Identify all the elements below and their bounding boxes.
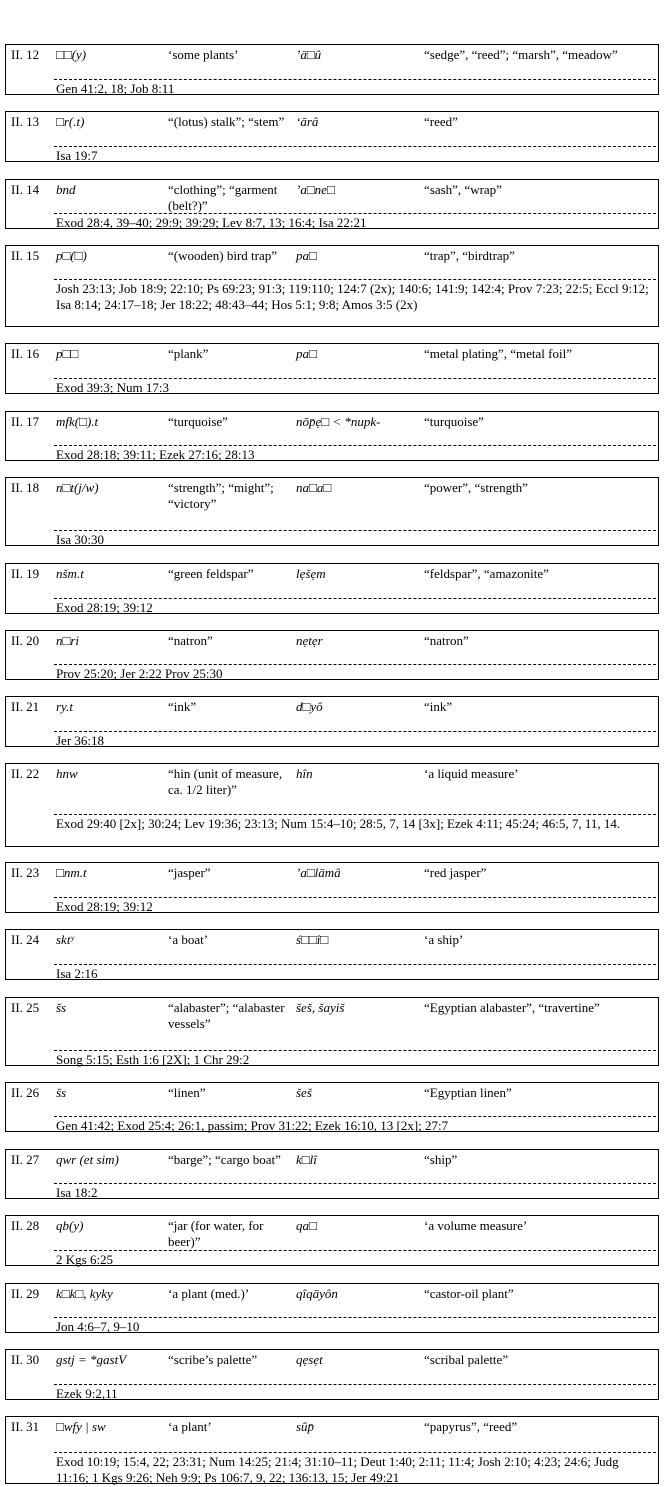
entry-number: II. 20 xyxy=(11,633,40,648)
entry-row xyxy=(5,343,659,394)
entry-row xyxy=(5,477,659,546)
entry-number: II. 22 xyxy=(11,766,40,781)
egyptian-gloss: “clothing”; “garment (belt?)” xyxy=(168,182,278,213)
entry-number: II. 12 xyxy=(11,47,40,62)
entry-row xyxy=(5,1349,659,1400)
egyptian-gloss: ‘a boat’ xyxy=(168,932,209,947)
hebrew-gloss: “ink” xyxy=(424,699,453,714)
egyptian-gloss: “scribe’s palette” xyxy=(168,1352,258,1367)
hebrew-term: sûp̄ xyxy=(296,1419,315,1434)
egyptian-term: □wfy | sw xyxy=(56,1419,106,1434)
entry-row xyxy=(5,1416,659,1484)
egyptian-gloss: “jar (for water, for beer)” xyxy=(168,1218,264,1249)
egyptian-term: šs xyxy=(56,1000,67,1015)
hebrew-term: ’a□ne□ xyxy=(296,182,335,197)
hebrew-term: pa□ xyxy=(296,248,317,263)
entry-row xyxy=(5,411,659,461)
egyptian-term: p□□ xyxy=(56,346,79,361)
egyptian-gloss: “alabaster”; “alabaster vessels” xyxy=(168,1000,285,1031)
egyptian-gloss: “linen” xyxy=(168,1085,206,1100)
entry-row xyxy=(5,111,659,162)
hebrew-gloss: “sash”, “wrap” xyxy=(424,182,502,197)
references: Gen 41:42; Exod 25:4; 26:1, passim; Prov 31:22; Ezek 16:10, 13 [2x]; 27:7 xyxy=(54,1116,656,1134)
hebrew-gloss: “Egyptian alabaster”, “travertine” xyxy=(424,1000,600,1015)
entry-number: II. 14 xyxy=(11,182,40,197)
hebrew-gloss: “trap”, “birdtrap” xyxy=(424,248,515,263)
egyptian-gloss: “strength”; “might”; “victory” xyxy=(168,480,274,511)
egyptian-term: □r(.t) xyxy=(56,114,85,129)
entry-number: II. 31 xyxy=(11,1419,40,1434)
egyptian-gloss: “turquoise” xyxy=(168,414,228,429)
entry-row xyxy=(5,696,659,747)
egyptian-gloss: “plank” xyxy=(168,346,209,361)
references: Ezek 9:2,11 xyxy=(54,1384,656,1402)
egyptian-term: □nm.t xyxy=(56,865,87,880)
references: Isa 30:30 xyxy=(54,530,656,548)
egyptian-term: qb(y) xyxy=(56,1218,84,1233)
entry-number: II. 30 xyxy=(11,1352,40,1367)
hebrew-term: d□yô xyxy=(296,699,323,714)
references: Exod 29:40 [2x]; 30:24; Lev 19:36; 23:13; Num 15:4–10; 28:5, 7, 14 [3x]; Ezek 4:11; 45:24; 46:5, 7, 11, 14. xyxy=(54,814,656,832)
references: Jon 4:6–7, 9–10 xyxy=(54,1317,656,1335)
hebrew-term: nẹtẹr xyxy=(296,633,323,648)
hebrew-gloss: “metal plating”, “metal foil” xyxy=(424,346,572,361)
egyptian-gloss: “hin (unit of measure, ca. 1/2 liter)” xyxy=(168,766,283,797)
egyptian-term: hnw xyxy=(56,766,78,781)
references: Prov 25:20; Jer 2:22 Prov 25:30 xyxy=(54,664,656,682)
entry-number: II. 24 xyxy=(11,932,40,947)
hebrew-gloss: “papyrus”, “reed” xyxy=(424,1419,518,1434)
hebrew-term: šeš, šayiš xyxy=(296,1000,345,1015)
references: Exod 28:19; 39:12 xyxy=(54,598,656,616)
entry-row xyxy=(5,997,659,1066)
hebrew-term: qa□ xyxy=(296,1218,317,1233)
hebrew-term: k□lî xyxy=(296,1152,317,1167)
entry-number: II. 25 xyxy=(11,1000,40,1015)
entry-number: II. 13 xyxy=(11,114,40,129)
egyptian-gloss: “(wooden) bird trap” xyxy=(168,248,278,263)
hebrew-gloss: “sedge”, “reed”; “marsh”, “meadow” xyxy=(424,47,618,62)
hebrew-term: ś□□î□ xyxy=(296,932,329,947)
references: 2 Kgs 6:25 xyxy=(54,1250,656,1268)
hebrew-term: hîn xyxy=(296,766,313,781)
egyptian-gloss: “natron” xyxy=(168,633,213,648)
egyptian-term: k□k□, kyky xyxy=(56,1286,113,1301)
egyptian-gloss: “(lotus) stalk”; “stem” xyxy=(168,114,285,129)
entry-number: II. 15 xyxy=(11,248,40,263)
hebrew-gloss: “scribal palette” xyxy=(424,1352,509,1367)
hebrew-gloss: “ship” xyxy=(424,1152,458,1167)
hebrew-term: qîqāyôn xyxy=(296,1286,338,1301)
entry-row xyxy=(5,1082,659,1132)
entry-number: II. 27 xyxy=(11,1152,40,1167)
entry-row xyxy=(5,44,659,95)
hebrew-gloss: “castor-oil plant” xyxy=(424,1286,514,1301)
entry-row xyxy=(5,563,659,614)
entry-row xyxy=(5,179,659,229)
egyptian-term: qwr (et sim) xyxy=(56,1152,119,1167)
hebrew-term: na□a□ xyxy=(296,480,332,495)
hebrew-gloss: “turquoise” xyxy=(424,414,484,429)
egyptian-gloss: “barge”; “cargo boat” xyxy=(168,1152,281,1167)
entry-row xyxy=(5,1283,659,1333)
references: Song 5:15; Esth 1:6 [2X]; 1 Chr 29:2 xyxy=(54,1050,656,1068)
references: Isa 18:2 xyxy=(54,1183,656,1201)
hebrew-gloss: ‘a liquid measure’ xyxy=(424,766,519,781)
references: Isa 19:7 xyxy=(54,146,656,164)
entry-row xyxy=(5,1215,659,1266)
egyptian-term: bnd xyxy=(56,182,76,197)
hebrew-term: qẹsẹt xyxy=(296,1352,323,1367)
entry-number: II. 21 xyxy=(11,699,40,714)
entry-number: II. 16 xyxy=(11,346,40,361)
entry-row xyxy=(5,763,659,847)
hebrew-term: lẹšẹm xyxy=(296,566,326,581)
egyptian-term: □□(y) xyxy=(56,47,87,62)
hebrew-term: ‘ārâ xyxy=(296,114,319,129)
references: Jer 36:18 xyxy=(54,731,656,749)
entry-number: II. 18 xyxy=(11,480,40,495)
entry-row xyxy=(5,630,659,680)
egyptian-term: gstj = *gastV xyxy=(56,1352,127,1367)
hebrew-gloss: “red jasper” xyxy=(424,865,487,880)
egyptian-term: sktʸ xyxy=(56,932,74,947)
references: Exod 28:18; 39:11; Ezek 27:16; 28:13 xyxy=(54,445,656,463)
egyptian-term: p□(□) xyxy=(56,248,87,263)
hebrew-gloss: “feldspar”, “amazonite” xyxy=(424,566,549,581)
egyptian-term: n□ri xyxy=(56,633,80,648)
egyptian-gloss: “ink” xyxy=(168,699,197,714)
hebrew-gloss: ‘a volume measure’ xyxy=(424,1218,528,1233)
hebrew-gloss: “reed” xyxy=(424,114,458,129)
references: Exod 28:19; 39:12 xyxy=(54,897,656,915)
hebrew-gloss: “power”, “strength” xyxy=(424,480,528,495)
hebrew-term: ’a□lāmâ xyxy=(296,865,341,880)
references: Isa 2:16 xyxy=(54,964,656,982)
hebrew-gloss: “natron” xyxy=(424,633,469,648)
references: Gen 41:2, 18; Job 8:11 xyxy=(54,79,656,97)
entry-row xyxy=(5,1149,659,1199)
entry-number: II. 17 xyxy=(11,414,40,429)
references: Exod 28:4, 39–40; 29:9; 39:29; Lev 8:7, 13; 16:4; Isa 22:21 xyxy=(54,213,656,231)
egyptian-gloss: ‘some plants’ xyxy=(168,47,239,62)
entry-row xyxy=(5,929,659,980)
egyptian-gloss: ‘a plant (med.)’ xyxy=(168,1286,250,1301)
hebrew-term: nōp̄ẹ□ < *nupk- xyxy=(296,414,381,429)
entry-row xyxy=(5,862,659,913)
references: Exod 10:19; 15:4, 22; 23:31; Num 14:25; 21:4; 31:10–11; Deut 1:40; 2:11; 11:4; Josh 2:10; 4:23; 24:6; Judg 11:16; 1 Kgs 9:26; Neh 9:9; Ps 106:7, 9, 22; 136:13, 15; Jer 49:21 xyxy=(54,1452,656,1486)
hebrew-gloss: “Egyptian linen” xyxy=(424,1085,512,1100)
entry-number: II. 26 xyxy=(11,1085,40,1100)
references: Exod 39:3; Num 17:3 xyxy=(54,378,656,396)
entry-number: II. 29 xyxy=(11,1286,40,1301)
egyptian-gloss: ‘a plant’ xyxy=(168,1419,212,1434)
egyptian-term: šs xyxy=(56,1085,67,1100)
entry-number: II. 23 xyxy=(11,865,40,880)
egyptian-term: ry.t xyxy=(56,699,73,714)
egyptian-term: n□t(j/w) xyxy=(56,480,99,495)
entry-number: II. 28 xyxy=(11,1218,40,1233)
hebrew-term: pa□ xyxy=(296,346,317,361)
egyptian-gloss: “jasper” xyxy=(168,865,211,880)
hebrew-term: šeš xyxy=(296,1085,312,1100)
entry-number: II. 19 xyxy=(11,566,40,581)
egyptian-gloss: “green feldspar” xyxy=(168,566,254,581)
egyptian-term: mfk(□).t xyxy=(56,414,99,429)
entry-row xyxy=(5,245,659,327)
references: Josh 23:13; Job 18:9; 22:10; Ps 69:23; 91:3; 119:110; 124:7 (2x); 140:6; 141:9; 142:4; Prov 7:23; 22:5; Eccl 9:12; Isa 8:14; 24:17–18; Jer 18:22; 48:43–44; Hos 5:1; 9:8; Amos 3:5 (2x) xyxy=(54,279,656,313)
hebrew-term: ’ā□û xyxy=(296,47,322,62)
hebrew-gloss: ‘a ship’ xyxy=(424,932,464,947)
egyptian-term: nšm.t xyxy=(56,566,84,581)
